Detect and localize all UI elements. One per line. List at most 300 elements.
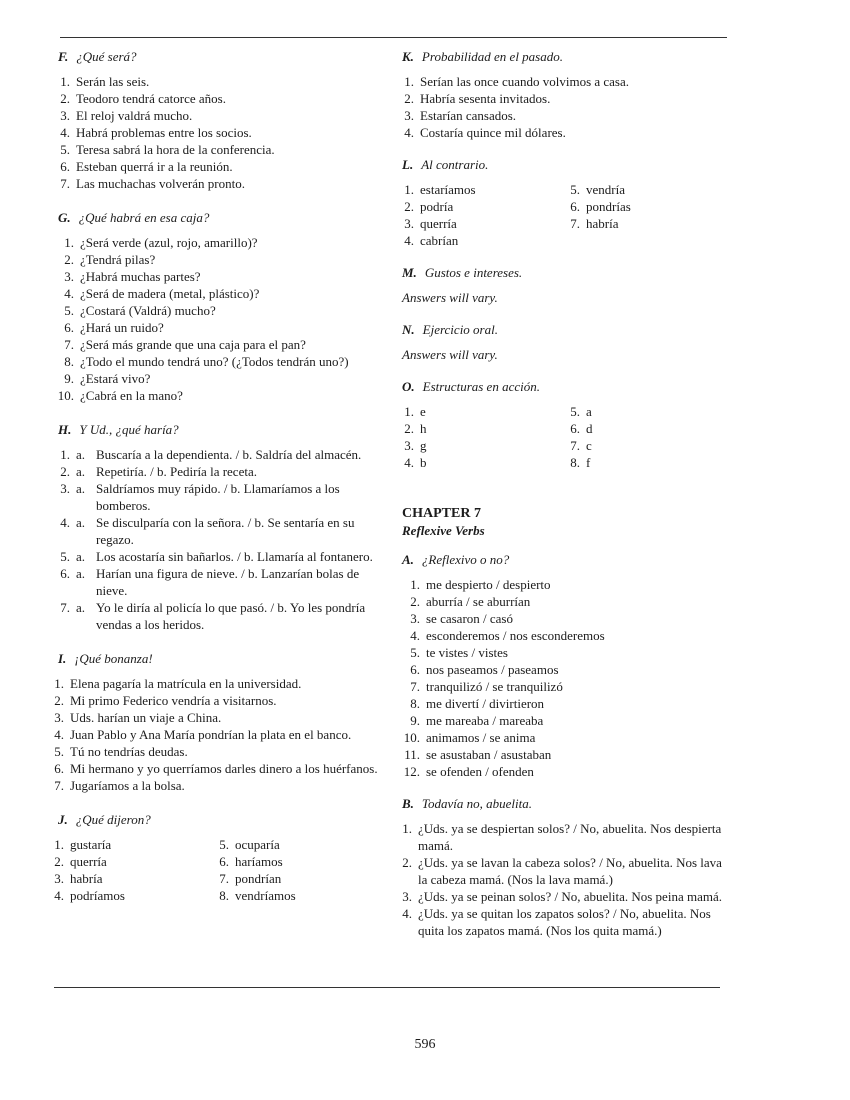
- item-number: 3.: [404, 216, 414, 231]
- item-text: Serán las seis.: [76, 74, 150, 89]
- answer-list: [402, 73, 732, 141]
- section-i-heading: [58, 650, 384, 667]
- section-letter: N.: [402, 322, 415, 337]
- item-text: Habría sesenta invitados.: [420, 91, 551, 106]
- list-item: [402, 107, 732, 124]
- answer-column: [402, 181, 568, 249]
- item-text: ¿Estará vivo?: [80, 371, 151, 386]
- section-title: Ejercicio oral.: [422, 322, 498, 337]
- answer-list: [54, 675, 384, 794]
- item-text: gustaría: [70, 837, 112, 852]
- item-number: 2.: [404, 91, 414, 106]
- item-number: 8.: [410, 696, 420, 711]
- page-number: 596: [414, 1037, 436, 1052]
- item-text: c: [586, 438, 592, 453]
- item-number: 1.: [404, 182, 414, 197]
- answers-note: Answers will vary.: [402, 290, 498, 305]
- item-text: estaríamos: [420, 182, 476, 197]
- item-text: h: [420, 421, 427, 436]
- item-number: 4.: [54, 888, 64, 903]
- list-item: [58, 480, 384, 514]
- list-item: [58, 124, 384, 141]
- item-text: pondrían: [235, 871, 282, 886]
- item-number: 7.: [64, 337, 74, 352]
- right-column: [402, 48, 732, 939]
- list-item: [402, 763, 732, 780]
- item-number: 4.: [410, 628, 420, 643]
- item-number: 2.: [60, 91, 70, 106]
- item-text: Los acostaría sin bañarlos. / b. Llamaría al fontanero.: [96, 549, 373, 564]
- list-item: [54, 743, 384, 760]
- item-number: 2.: [54, 854, 64, 869]
- item-number: 5.: [64, 303, 74, 318]
- item-number: 9.: [410, 713, 420, 728]
- item-text: nos paseamos / paseamos: [426, 662, 559, 677]
- item-text: me despierto / despierto: [426, 577, 551, 592]
- item-text: a: [586, 404, 592, 419]
- list-item: [58, 175, 384, 192]
- item-text: Jugaríamos a la bolsa.: [70, 778, 185, 793]
- item-text: ¿Uds. ya se lavan la cabeza solos? / No, abuelita. Nos lava la cabeza mamá. (Nos la lava mamá.): [418, 855, 722, 887]
- item-number: 3.: [410, 611, 420, 626]
- list-item: [402, 420, 568, 437]
- list-item: [568, 437, 718, 454]
- section-l-heading: [402, 156, 732, 173]
- answer-list: [58, 73, 384, 192]
- answer-column: [402, 403, 568, 471]
- list-item: [58, 599, 384, 633]
- list-item: [402, 181, 568, 198]
- item-text: ¿Uds. ya se peinan solos? / No, abuelita. Nos peina mamá.: [418, 889, 722, 904]
- section-letter: J.: [58, 812, 68, 827]
- item-number: 1.: [60, 447, 70, 462]
- section-letter: O.: [402, 379, 415, 394]
- section-j: [54, 811, 384, 904]
- section-k: [402, 48, 732, 141]
- item-text: Harían una figura de nieve. / b. Lanzarían bolas de nieve.: [96, 566, 360, 598]
- item-text: ¿Hará un ruido?: [80, 320, 164, 335]
- section-l: [402, 156, 732, 249]
- item-number: 12.: [403, 764, 420, 779]
- item-text: Teresa sabrá la hora de la conferencia.: [76, 142, 275, 157]
- item-number: 6.: [570, 421, 580, 436]
- item-number: 6.: [219, 854, 229, 869]
- item-text: habría: [586, 216, 619, 231]
- item-number: 7.: [60, 600, 70, 615]
- list-item: [402, 232, 568, 249]
- item-number: 3.: [54, 710, 64, 725]
- item-text: Estarían cansados.: [420, 108, 517, 123]
- item-text: esconderemos / nos esconderemos: [426, 628, 605, 643]
- item-text: Mi primo Federico vendría a visitarnos.: [70, 693, 277, 708]
- item-number: 10.: [403, 730, 420, 745]
- item-text: haríamos: [235, 854, 283, 869]
- list-item: [58, 141, 384, 158]
- item-text: ¿Habrá muchas partes?: [80, 269, 201, 284]
- item-number: 5.: [570, 404, 580, 419]
- section-title: ¿Reflexivo o no?: [421, 552, 510, 567]
- list-item: [219, 887, 369, 904]
- list-item: [402, 661, 732, 678]
- section-letter: L.: [402, 157, 414, 172]
- item-number: 8.: [64, 354, 74, 369]
- item-part-marker: a.: [76, 515, 86, 530]
- item-number: 7.: [570, 216, 580, 231]
- item-text: ¿Uds. ya se despiertan solos? / No, abuelita. Nos despierta mamá.: [418, 821, 722, 853]
- section-m-heading: [402, 264, 732, 281]
- list-item: [402, 437, 568, 454]
- answers-note: Answers will vary.: [402, 347, 498, 362]
- item-number: 1.: [54, 837, 64, 852]
- item-number: 7.: [60, 176, 70, 191]
- chapter-heading: [402, 505, 732, 539]
- item-number: 9.: [64, 371, 74, 386]
- list-item: [402, 610, 732, 627]
- list-item: [58, 90, 384, 107]
- list-item: [402, 627, 732, 644]
- list-item: [54, 692, 384, 709]
- item-text: se ofenden / ofenden: [426, 764, 534, 779]
- section-f-heading: [58, 48, 384, 65]
- section-m: [402, 264, 732, 306]
- item-number: 6.: [64, 320, 74, 335]
- item-number: 4.: [404, 125, 414, 140]
- item-number: 4.: [404, 233, 414, 248]
- list-item: [402, 576, 732, 593]
- item-text: ocuparía: [235, 837, 280, 852]
- item-number: 3.: [64, 269, 74, 284]
- item-text: me divertí / divirtieron: [426, 696, 545, 711]
- list-item: [58, 463, 384, 480]
- item-text: Repetiría. / b. Pediría la receta.: [96, 464, 257, 479]
- item-text: ¿Tendrá pilas?: [80, 252, 156, 267]
- item-text: podría: [420, 199, 454, 214]
- item-part-marker: a.: [76, 447, 86, 462]
- list-item: [54, 887, 219, 904]
- list-item: [219, 836, 369, 853]
- item-text: ¿Será verde (azul, rojo, amarillo)?: [80, 235, 258, 250]
- list-item: [402, 454, 568, 471]
- list-item: [56, 302, 384, 319]
- item-number: 7.: [570, 438, 580, 453]
- item-number: 2.: [410, 594, 420, 609]
- item-number: 4.: [404, 455, 414, 470]
- item-text: Serían las once cuando volvimos a casa.: [420, 74, 630, 89]
- item-text: Habrá problemas entre los socios.: [76, 125, 252, 140]
- list-item: [402, 820, 732, 854]
- item-text: ¿Será de madera (metal, plástico)?: [80, 286, 260, 301]
- list-item: [54, 760, 384, 777]
- section-a-heading: [402, 551, 732, 568]
- item-number: 1.: [404, 74, 414, 89]
- item-text: querría: [70, 854, 107, 869]
- item-number: 7.: [54, 778, 64, 793]
- item-text: El reloj valdrá mucho.: [76, 108, 193, 123]
- section-letter: K.: [402, 49, 414, 64]
- item-text: f: [586, 455, 591, 470]
- item-text: Esteban querrá ir a la reunión.: [76, 159, 233, 174]
- item-number: 1.: [404, 404, 414, 419]
- item-number: 2.: [404, 199, 414, 214]
- item-text: ¿Todo el mundo tendrá uno? (¿Todos tendrán uno?): [80, 354, 349, 369]
- item-text: vendría: [586, 182, 625, 197]
- left-column: [54, 48, 384, 904]
- item-part-marker: a.: [76, 566, 86, 581]
- item-text: Costaría quince mil dólares.: [420, 125, 566, 140]
- list-item: [402, 215, 568, 232]
- item-number: 2.: [64, 252, 74, 267]
- item-number: 2.: [402, 855, 412, 870]
- section-a: [402, 551, 732, 780]
- item-part-marker: a.: [76, 464, 86, 479]
- list-item: [568, 454, 718, 471]
- item-text: Buscaría a la dependienta. / b. Saldría del almacén.: [96, 447, 362, 462]
- item-number: 5.: [410, 645, 420, 660]
- item-text: ¿Uds. ya se quitan los zapatos solos? / No, abuelita. Nos quita los zapatos mamá. (Nos los quita mamá.): [418, 906, 711, 938]
- item-part-marker: a.: [76, 600, 86, 615]
- item-number: 4.: [64, 286, 74, 301]
- list-item: [402, 198, 568, 215]
- section-b: [402, 795, 732, 939]
- section-letter: H.: [58, 422, 72, 437]
- section-letter: F.: [58, 49, 69, 64]
- item-number: 8.: [570, 455, 580, 470]
- section-f: [58, 48, 384, 192]
- top-rule: [60, 37, 727, 38]
- list-item: [402, 90, 732, 107]
- item-text: e: [420, 404, 426, 419]
- list-item: [58, 548, 384, 565]
- item-number: 4.: [402, 906, 412, 921]
- list-item: [58, 446, 384, 463]
- section-letter: B.: [402, 796, 414, 811]
- section-letter: G.: [58, 210, 71, 225]
- chapter-subtitle: Reflexive Verbs: [402, 523, 485, 538]
- list-item: [54, 836, 219, 853]
- item-text: se asustaban / asustaban: [426, 747, 552, 762]
- item-part-marker: a.: [76, 481, 86, 496]
- list-item: [56, 251, 384, 268]
- item-number: 3.: [404, 108, 414, 123]
- list-item: [56, 285, 384, 302]
- list-item: [58, 158, 384, 175]
- list-item: [568, 403, 718, 420]
- item-number: 3.: [404, 438, 414, 453]
- list-item: [54, 675, 384, 692]
- list-item: [56, 353, 384, 370]
- list-item: [54, 726, 384, 743]
- list-item: [402, 403, 568, 420]
- item-text: Saldríamos muy rápido. / b. Llamaríamos a los bomberos.: [96, 481, 340, 513]
- answer-column: [568, 403, 718, 471]
- item-text: Yo le diría al policía lo que pasó. / b. Yo les pondría vendas a los heridos.: [96, 600, 366, 632]
- item-text: se casaron / casó: [426, 611, 513, 626]
- list-item: [58, 73, 384, 90]
- section-g-heading: [58, 209, 384, 226]
- list-item: [402, 888, 732, 905]
- item-number: 6.: [410, 662, 420, 677]
- item-text: Elena pagaría la matrícula en la universidad.: [70, 676, 302, 691]
- section-letter: I.: [58, 651, 67, 666]
- item-text: b: [420, 455, 427, 470]
- section-letter: A.: [402, 552, 414, 567]
- item-number: 6.: [54, 761, 64, 776]
- item-text: ¿Costará (Valdrá) mucho?: [80, 303, 216, 318]
- item-number: 5.: [570, 182, 580, 197]
- answer-list: [58, 446, 384, 633]
- section-h: [58, 421, 384, 633]
- item-number: 6.: [60, 159, 70, 174]
- item-number: 8.: [219, 888, 229, 903]
- item-text: Se disculparía con la señora. / b. Se sentaría en su regazo.: [96, 515, 355, 547]
- list-item: [54, 777, 384, 794]
- list-item: [402, 729, 732, 746]
- item-text: tranquilizó / se tranquilizó: [426, 679, 563, 694]
- item-number: 3.: [60, 481, 70, 496]
- item-number: 4.: [60, 515, 70, 530]
- answer-grid: [54, 836, 384, 904]
- list-item: [58, 107, 384, 124]
- section-b-heading: [402, 795, 732, 812]
- list-item: [402, 678, 732, 695]
- section-title: Gustos e intereses.: [424, 265, 523, 280]
- item-text: cabrían: [420, 233, 459, 248]
- item-number: 7.: [219, 871, 229, 886]
- item-number: 2.: [60, 464, 70, 479]
- section-o-heading: [402, 378, 732, 395]
- list-item: [56, 336, 384, 353]
- list-item: [56, 387, 384, 404]
- item-text: querría: [420, 216, 457, 231]
- section-k-heading: [402, 48, 732, 65]
- item-number: 5.: [60, 142, 70, 157]
- item-text: ¿Será más grande que una caja para el pan?: [80, 337, 306, 352]
- answer-list: [402, 820, 732, 939]
- section-n-heading: [402, 321, 732, 338]
- item-text: me mareaba / mareaba: [426, 713, 544, 728]
- item-number: 5.: [219, 837, 229, 852]
- list-item: [402, 854, 732, 888]
- item-number: 4.: [60, 125, 70, 140]
- list-item: [58, 514, 384, 548]
- item-number: 3.: [402, 889, 412, 904]
- item-text: habría: [70, 871, 103, 886]
- section-title: ¿Qué será?: [76, 49, 137, 64]
- section-title: Estructuras en acción.: [422, 379, 540, 394]
- list-item: [56, 370, 384, 387]
- item-number: 1.: [402, 821, 412, 836]
- list-item: [58, 565, 384, 599]
- item-text: g: [420, 438, 427, 453]
- item-number: 1.: [60, 74, 70, 89]
- list-item: [568, 215, 718, 232]
- answer-list: [58, 234, 384, 404]
- item-text: Uds. harían un viaje a China.: [70, 710, 222, 725]
- list-item: [54, 853, 219, 870]
- item-text: pondrías: [586, 199, 631, 214]
- item-part-marker: a.: [76, 549, 86, 564]
- list-item: [402, 124, 732, 141]
- item-number: 2.: [54, 693, 64, 708]
- item-number: 3.: [60, 108, 70, 123]
- item-number: 5.: [54, 744, 64, 759]
- item-number: 6.: [570, 199, 580, 214]
- item-number: 1.: [410, 577, 420, 592]
- item-text: vendríamos: [235, 888, 296, 903]
- section-title: Todavía no, abuelita.: [421, 796, 532, 811]
- list-item: [219, 870, 369, 887]
- answer-column: [568, 181, 718, 249]
- section-title: ¡Qué bonanza!: [74, 651, 153, 666]
- section-title: ¿Qué habrá en esa caja?: [78, 210, 210, 225]
- item-text: Mi hermano y yo querríamos darles dinero a los huérfanos.: [70, 761, 378, 776]
- item-number: 2.: [404, 421, 414, 436]
- item-text: ¿Cabrá en la mano?: [80, 388, 183, 403]
- list-item: [402, 73, 732, 90]
- section-o: [402, 378, 732, 471]
- chapter-title: CHAPTER 7: [402, 506, 481, 521]
- list-item: [54, 709, 384, 726]
- item-number: 4.: [54, 727, 64, 742]
- list-item: [402, 905, 732, 939]
- bottom-rule: [54, 987, 720, 988]
- list-item: [402, 712, 732, 729]
- list-item: [568, 198, 718, 215]
- item-text: aburría / se aburrían: [426, 594, 531, 609]
- answer-column: [219, 836, 369, 904]
- list-item: [568, 420, 718, 437]
- section-i: [54, 650, 384, 794]
- item-text: Tú no tendrías deudas.: [70, 744, 188, 759]
- list-item: [402, 695, 732, 712]
- section-title: Probabilidad en el pasado.: [421, 49, 563, 64]
- item-text: podríamos: [70, 888, 125, 903]
- list-item: [56, 268, 384, 285]
- list-item: [402, 644, 732, 661]
- item-text: d: [586, 421, 593, 436]
- section-title: Y Ud., ¿qué haría?: [79, 422, 179, 437]
- section-h-heading: [58, 421, 384, 438]
- item-number: 5.: [60, 549, 70, 564]
- list-item: [568, 181, 718, 198]
- answer-list: [402, 576, 732, 780]
- item-number: 6.: [60, 566, 70, 581]
- item-number: 7.: [410, 679, 420, 694]
- item-number: 3.: [54, 871, 64, 886]
- item-text: Las muchachas volverán pronto.: [76, 176, 245, 191]
- item-number: 1.: [64, 235, 74, 250]
- answer-grid: [402, 403, 732, 471]
- item-number: 11.: [404, 747, 420, 762]
- list-item: [219, 853, 369, 870]
- section-n: [402, 321, 732, 363]
- section-g: [58, 209, 384, 404]
- item-text: Juan Pablo y Ana María pondrían la plata en el banco.: [70, 727, 352, 742]
- section-j-heading: [58, 811, 384, 828]
- list-item: [402, 746, 732, 763]
- list-item: [402, 593, 732, 610]
- item-text: Teodoro tendrá catorce años.: [76, 91, 226, 106]
- section-title: Al contrario.: [421, 157, 489, 172]
- section-title: ¿Qué dijeron?: [75, 812, 151, 827]
- list-item: [56, 319, 384, 336]
- section-letter: M.: [402, 265, 417, 280]
- item-text: animamos / se anima: [426, 730, 536, 745]
- item-number: 10.: [57, 388, 74, 403]
- answer-column: [54, 836, 219, 904]
- item-number: 1.: [54, 676, 64, 691]
- item-text: te vistes / vistes: [426, 645, 508, 660]
